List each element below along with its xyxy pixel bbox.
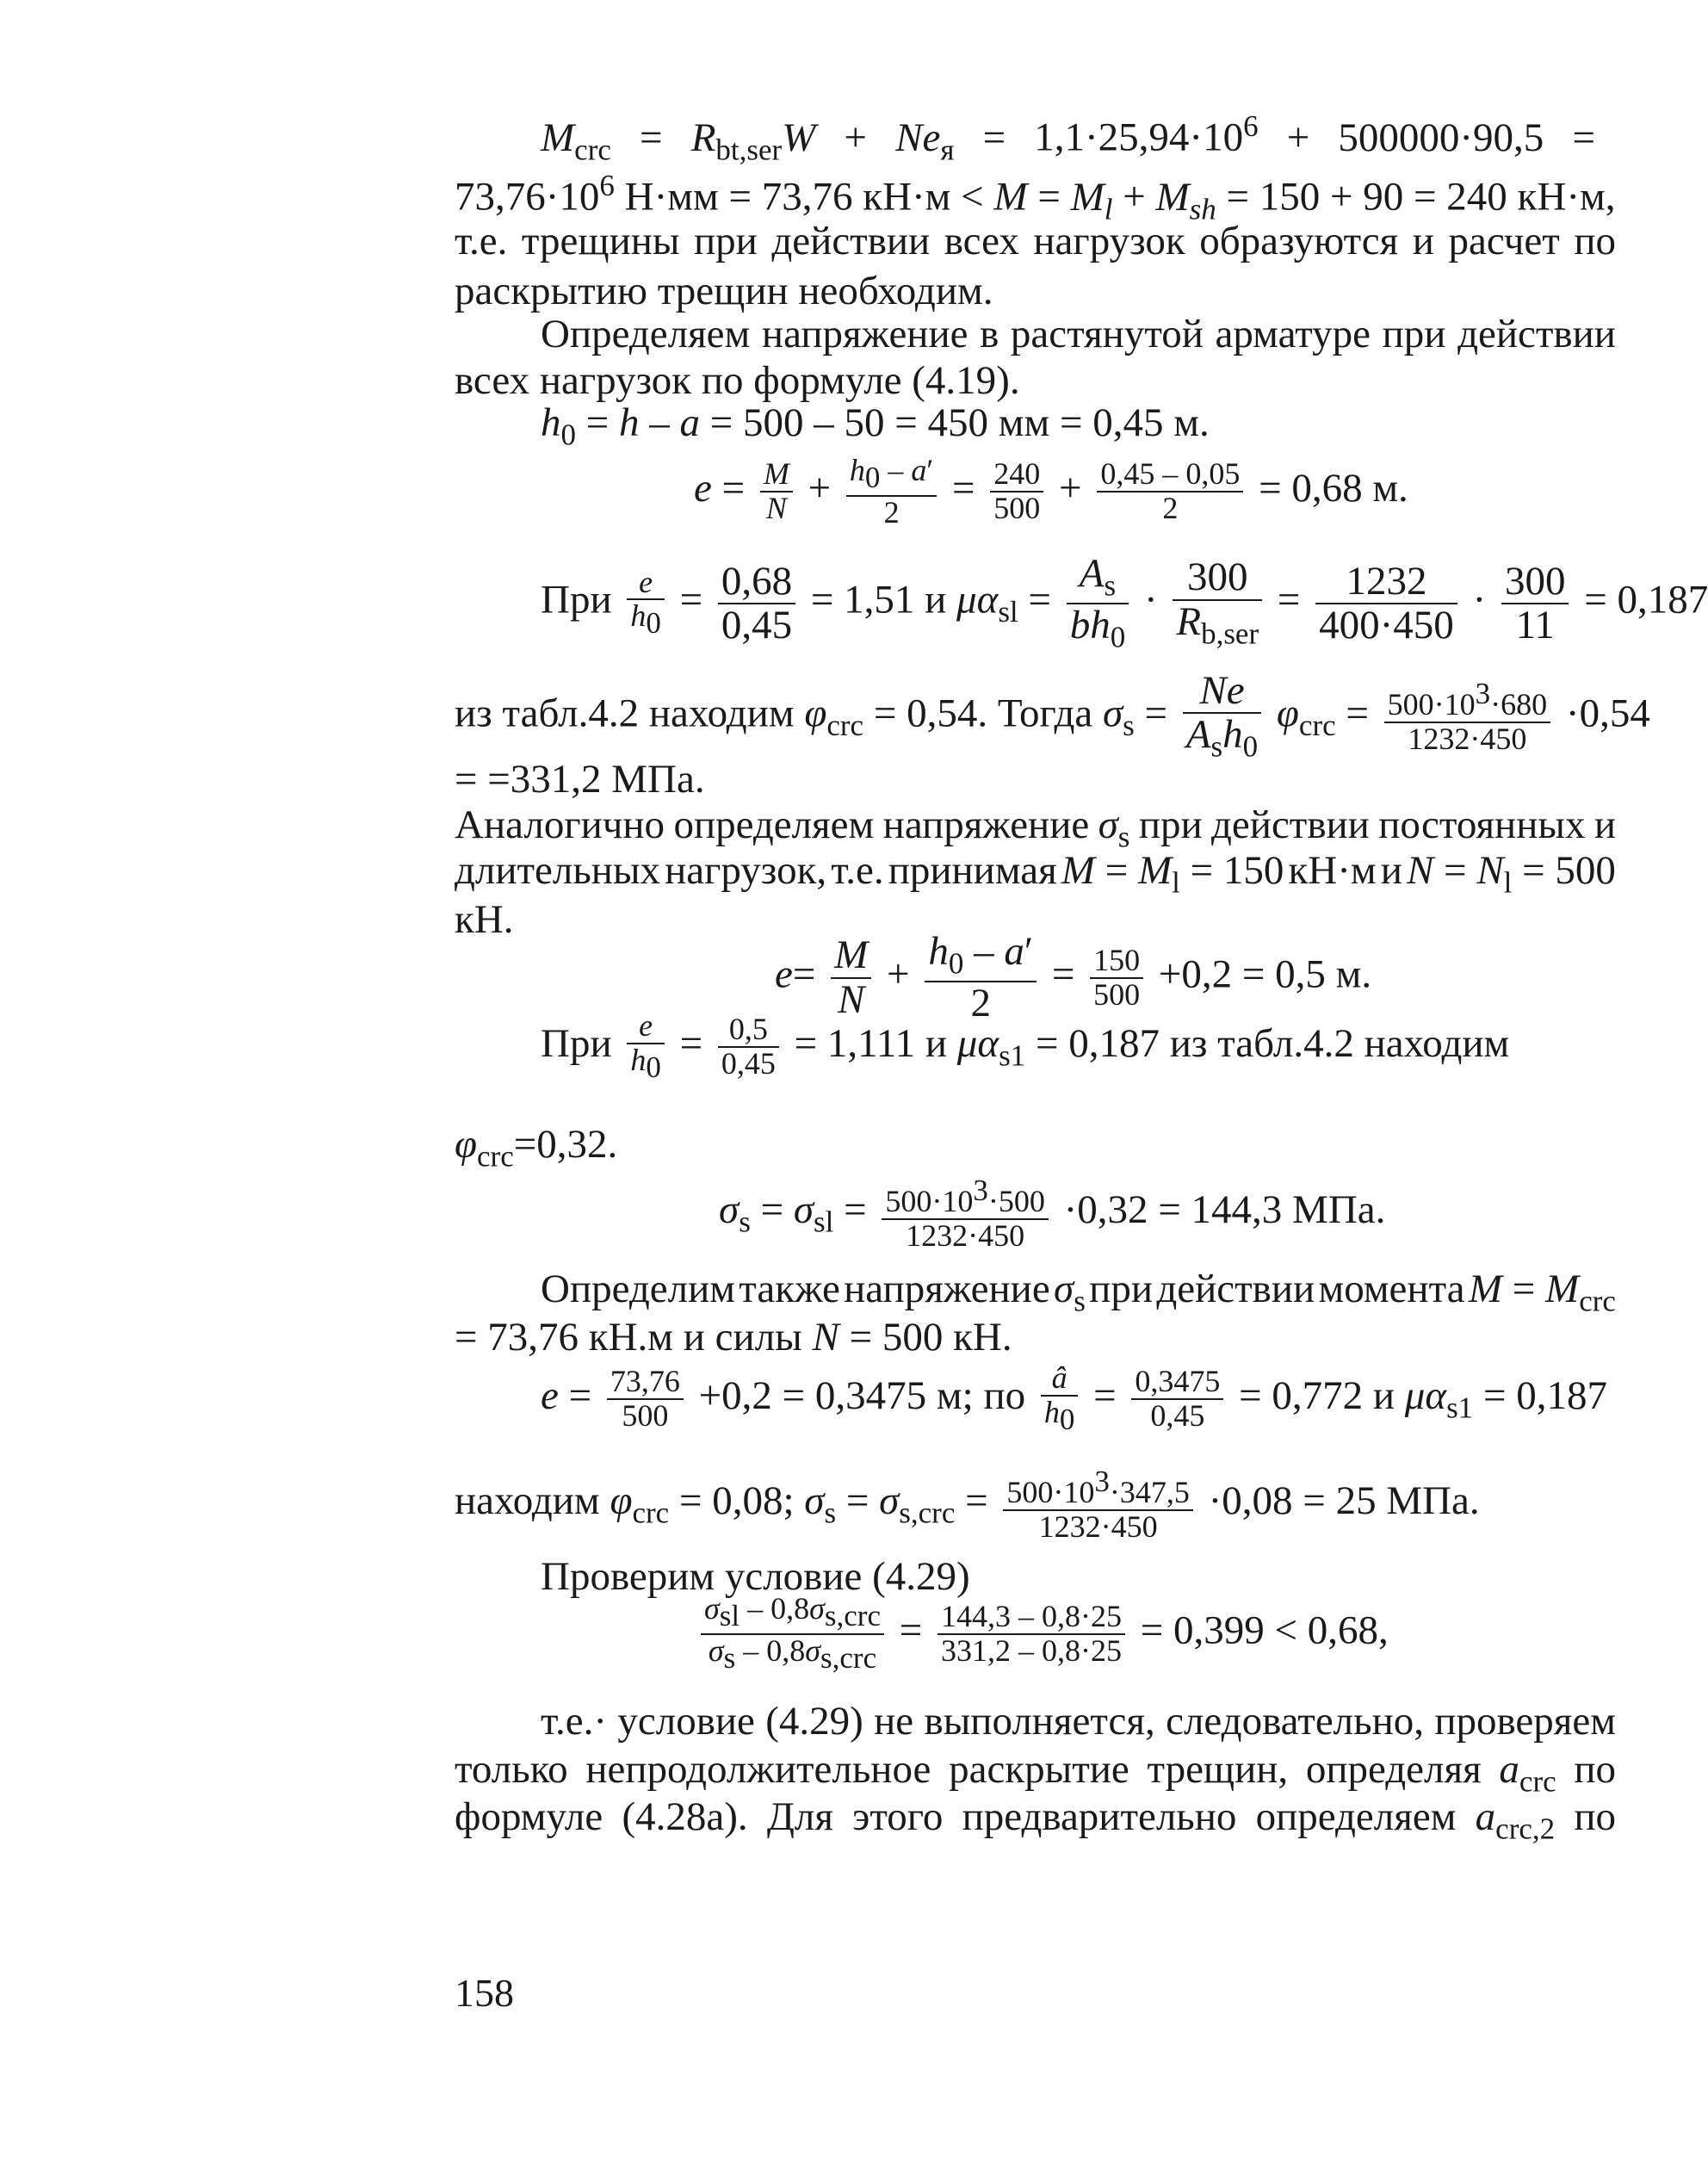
equation-5-fraction-2: $\frac{0,5}{0,45}$ — [718, 1013, 779, 1081]
equation-1-fraction-1: $\frac{M}{N}$ — [760, 458, 793, 525]
equation-4: e= $\frac{M}{N}$ + $\frac{h_0 - a'}{2}$ = $\frac{150}{500}$ +0,2 = 0,5 м. — [775, 929, 1372, 1025]
equation-9: $\frac{\sigma_{sl} - 0,8\sigma_{s,crc}}{\sigma_s - 0,8\sigma_{s,crc}}$ = $\frac{144,3 - 0,8\cdot 25}{331,2 - 0,8\cdot 25}$ = 0,399 < 0,68, — [696, 1593, 1389, 1675]
equation-3-fraction-1: $\frac{Ne}{A_sh_0}$ — [1183, 670, 1261, 764]
equation-9-fraction-1: $\frac{\sigma_{sl} - 0,8\sigma_{s,crc}}{\sigma_s - 0,8\sigma_{s,crc}}$ — [701, 1593, 884, 1675]
equation-9-fraction-2: $\frac{144,3 - 0,8\cdot 25}{331,2 - 0,8\cdot 25}$ — [938, 1601, 1125, 1668]
equation-2-fraction-4: $\frac{300}{R_{b,ser}}$ — [1173, 556, 1262, 650]
equation-4-fraction-1: $\frac{M}{N}$ — [831, 934, 871, 1021]
equation-5-fraction-1: $\frac{e}{h_0}$ — [627, 1010, 665, 1084]
equation-7-fraction-3: $\frac{0,3475}{0,45}$ — [1131, 1366, 1223, 1433]
text-line-5: Определяем напряжение в растянутой арматуре при действии — [541, 312, 1616, 356]
equation-6: $\sigma_s = \sigma_{sl}$ = $\frac{500\cdot 10^3\cdot 500}{1232\cdot 450}$ ·0,32 = 144,3 МПа. — [719, 1174, 1386, 1253]
equation-2-fraction-2: $\frac{0,68}{0,45}$ — [718, 561, 795, 647]
equation-2-fraction-5: $\frac{1232}{400\cdot 450}$ — [1315, 561, 1457, 647]
equation-2: При $\frac{e}{h_0}$ = $\frac{0,68}{0,45}$ = 1,51 и $\mu\alpha_{sl}$ = $\frac{A_s}{bh_0}$ · $\frac{300}{R_{b,ser}}$ = $\frac{1232}{400\cdot 450}$ · $\frac{300}{11}$ = 0,187 — [541, 551, 1708, 654]
text-line-2: $73,76\cdot 10^6$ Н·мм = 73,76 $кН\cdot м < M = M_l + M_{sh} = 150 + 90 = 240$ кН·м, — [455, 169, 1616, 226]
text-line-16: т.е.· условие (4.29) не выполняется, следовательно, проверяем — [541, 1699, 1616, 1744]
equation-2-fraction-3: $\frac{A_s}{bh_0}$ — [1067, 553, 1129, 654]
text-line-12: $\varphi_{crc}=0,32$. — [455, 1122, 618, 1174]
equation-1-fraction-3: $\frac{240}{500}$ — [990, 458, 1043, 525]
equation-4-fraction-2: $\frac{h_0 - a'}{2}$ — [925, 931, 1037, 1025]
page-number: 158 — [455, 1971, 514, 2015]
text-line-1: $M_{crc}$ = $R_{bt,ser}W$ + $Ne_я$ = $1,1\cdot 25,94\cdot 10^6$ + 500000·90,5 = — [541, 109, 1595, 167]
equation-7-fraction-1: $\frac{73,76}{500}$ — [607, 1366, 684, 1433]
equation-1-fraction-4: $\frac{0,45 - 0,05}{2}$ — [1097, 458, 1243, 525]
text-line-14: = 73,76 кН.м и силы N = 500 кН. — [455, 1315, 1012, 1360]
equation-1-fraction-2: $\frac{h_0 - a'}{2}$ — [846, 455, 937, 529]
text-line-10: длительных нагрузок, т.е. принимая $M = M_l = 150$ кН·м и $N = N_l = 500$ — [455, 848, 1616, 900]
equation-2-fraction-6: $\frac{300}{11}$ — [1501, 561, 1569, 647]
equation-1: e = $\frac{M}{N}$ + $\frac{h_0 - a'}{2}$ = $\frac{240}{500}$ + $\frac{0,45 - 0,05}{2}$ = 0,68 м. — [694, 453, 1408, 530]
text-line-11: кН. — [455, 897, 514, 942]
text-line-6: всех нагрузок по формуле (4.19). — [455, 358, 1020, 403]
text-line-9: Аналогично определяем напряжение $\sigma_s$ при действии постоянных и — [455, 802, 1616, 854]
text-line-17: только непродолжительное раскрытие трещин, определяя $a_{crc}$ по — [455, 1747, 1616, 1799]
equation-3-fraction-2: $\frac{500\cdot 10^3\cdot 680}{1232\cdot 450}$ — [1384, 678, 1551, 756]
equation-7-fraction-2: $\frac{â}{h_0}$ — [1041, 1362, 1079, 1436]
equation-7: e = $\frac{73,76}{500}$ +0,2 = 0,3475 м; по $\frac{â}{h_0}$ = $\frac{0,3475}{0,45}$ = 0,772 и $\mu\alpha_{s1} = 0,187$ — [541, 1360, 1607, 1436]
equation-8-fraction-1: $\frac{500\cdot 10^3\cdot 347,5}{1232\cdot 450}$ — [1003, 1465, 1193, 1544]
equation-8: находим $\varphi_{crc} = 0,08$; $\sigma_s = \sigma_{s,crc}$ = $\frac{500\cdot 10^3\cdot 347,5}{1232\cdot 450}$ ·0,08 = 25 МПа. — [455, 1465, 1480, 1544]
equation-2-fraction-1: $\frac{e}{h_0}$ — [627, 567, 665, 641]
equation-4-fraction-3: $\frac{150}{500}$ — [1090, 945, 1143, 1012]
text-line-4: раскрытию трещин необходим. — [455, 269, 993, 313]
text-line-3: т.е. трещины при действии всех нагрузок образуются и расчет по — [455, 219, 1616, 263]
equation-5: При $\frac{e}{h_0}$ = $\frac{0,5}{0,45}$ = 1,111 и $\mu\alpha_{s1} = 0,187$ из табл.4.2 находим — [541, 1008, 1510, 1084]
text-line-15: Проверим условие (4.29) — [541, 1554, 970, 1599]
text-line-7: $h_0 = h - a = 500 - 50 = 450$ мм = 0,45 м. — [541, 400, 1210, 452]
equation-6-fraction-1: $\frac{500\cdot 10^3\cdot 500}{1232\cdot 450}$ — [882, 1174, 1049, 1253]
text-line-18: формуле (4.28а). Для этого предварительно определяем $a_{crc,2}$ по — [455, 1794, 1616, 1846]
text-line-8: = =331,2 МПа. — [455, 757, 705, 802]
text-line-13: Определим также напряжение $\sigma_s$ при действии момента $M = M_{crc}$ — [541, 1267, 1616, 1318]
equation-3: из табл.4.2 находим $\varphi_{crc} = 0,54$. Тогда $\sigma_s$ = $\frac{Ne}{A_sh_0}$ $\varphi_{crc}$ = $\frac{500\cdot 10^3\cdot 680}{1232\cdot 450}$ ·0,54 — [455, 668, 1650, 764]
